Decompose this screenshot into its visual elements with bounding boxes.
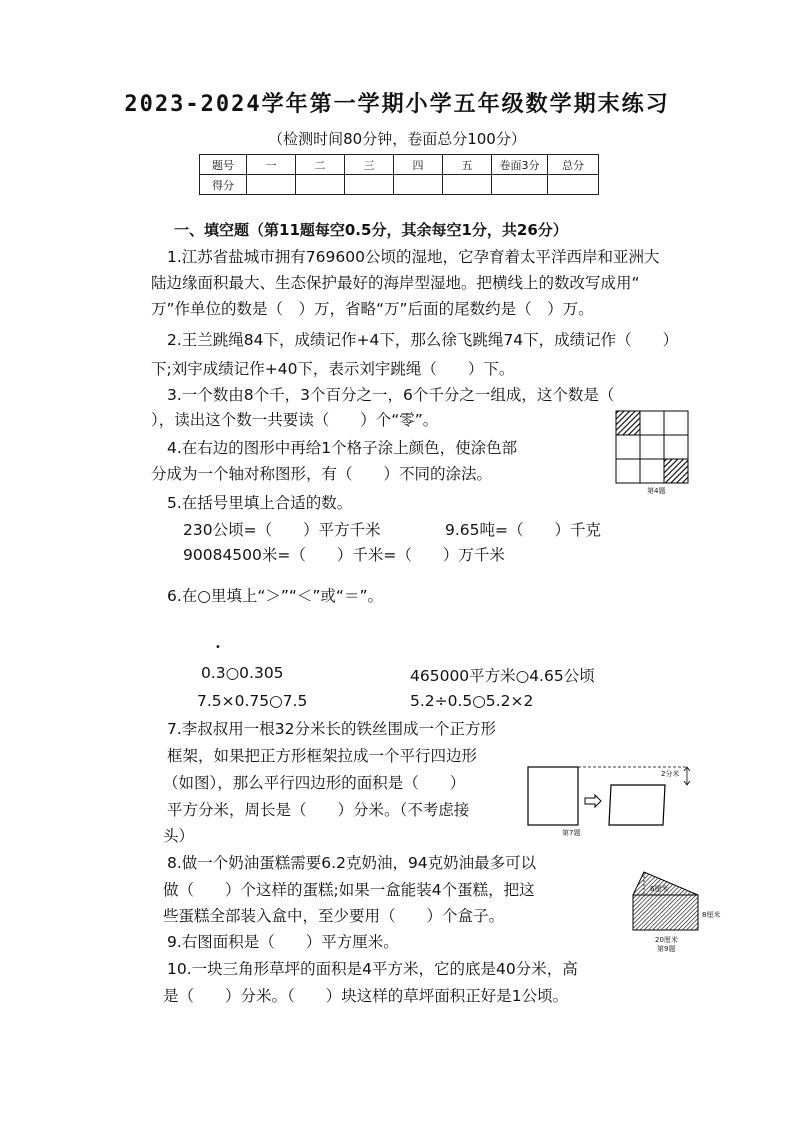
q9-figure-side-label: 8厘米: [702, 911, 721, 919]
q7-line3: （如图），那么平行四边形的面积是（ ）: [163, 774, 466, 792]
score-input-cell[interactable]: [247, 175, 296, 195]
page-title: 2023-2024学年第一学期小学五年级数学期末练习: [124, 92, 670, 117]
q6-repeat-dot: •: [215, 642, 221, 653]
score-cell: 卷面3分: [492, 155, 548, 175]
score-cell: 总分: [548, 155, 599, 175]
q5-c: 90084500米=（ ）千米=（ ）万千米: [183, 546, 505, 564]
q7-line5: 头）: [163, 827, 195, 845]
q5-a: 230公顷=（ ）平方千米: [183, 521, 381, 539]
q8-line3: 些蛋糕全部装入盒中，至少要用（ ）个盒子。: [163, 907, 505, 925]
q3-line2: ），读出这个数一共要读（ ）个“零”。: [151, 411, 439, 429]
section-title: 一、填空题（第11题每空0.5分，其余每空1分，共26分）: [174, 221, 568, 239]
q6-b: 465000平方米○4.65公顷: [410, 667, 595, 685]
q9-line1: 9.右图面积是（ ）平方厘米。: [167, 933, 399, 951]
score-input-cell[interactable]: [492, 175, 548, 195]
q9-figure: [628, 865, 708, 937]
score-input-cell[interactable]: [394, 175, 443, 195]
score-input-cell[interactable]: [296, 175, 345, 195]
q10-line1: 10.一块三角形草坪的面积是4平方米，它的底是40分米，高: [167, 960, 578, 978]
q8-line1: 8.做一个奶油蛋糕需要6.2克奶油，94克奶油最多可以: [167, 854, 537, 872]
q9-figure-top-label: 6厘米: [650, 885, 669, 893]
score-cell: 四: [394, 155, 443, 175]
q7-line2: 框架，如果把正方形框架拉成一个平行四边形: [167, 747, 478, 765]
score-cell: 五: [443, 155, 492, 175]
q6-c: 7.5×0.75○7.5: [197, 692, 308, 710]
score-cell: 得分: [200, 175, 247, 195]
score-cell: 三: [345, 155, 394, 175]
q2-line1: 2.王兰跳绳84下，成绩记作+4下，那么徐飞跳绳74下，成绩记作（ ）: [167, 331, 679, 349]
score-table-header-row: [200, 155, 599, 175]
score-table-score-row: [200, 175, 599, 195]
q5-b: 9.65吨=（ ）千克: [445, 521, 601, 539]
q7-line4: 平方分米，周长是（ ）分米。（不考虑接: [167, 801, 470, 819]
q4-figure-caption: 第4题: [647, 487, 666, 495]
q8-line2: 做（ ）个这样的蛋糕;如果一盒能装4个蛋糕，把这: [163, 881, 535, 899]
score-input-cell[interactable]: [548, 175, 599, 195]
q1-line1: 1.江苏省盐城市拥有769600公顷的湿地，它孕育着太平洋西岸和亚洲大: [167, 248, 660, 266]
q5-line1: 5.在括号里填上合适的数。: [167, 494, 353, 512]
q1-line2: 陆边缘面积最大、生态保护最好的海岸型湿地。把横线上的数改写成用“: [151, 274, 640, 292]
score-cell: 二: [296, 155, 345, 175]
q4-line1: 4.在右边的图形中再给1个格子涂上颜色，使涂色部: [167, 439, 518, 457]
q6-line1: 6.在○里填上“＞”“＜”或“＝”。: [167, 587, 383, 605]
score-cell: 一: [247, 155, 296, 175]
score-input-cell[interactable]: [345, 175, 394, 195]
q7-figure-label: 2分米: [661, 770, 680, 778]
q7-line1: 7.李叔叔用一根32分米长的铁丝围成一个正方形: [167, 720, 497, 738]
q9-figure-caption: 第9题: [657, 945, 676, 953]
q6-d: 5.2÷0.5○5.2×2: [410, 692, 534, 710]
q3-line1: 3.一个数由8个千，3个百分之一，6个千分之一组成，这个数是（: [167, 386, 615, 404]
score-table: [199, 154, 599, 195]
q4-line2: 分成为一个轴对称图形，有（ ）不同的涂法。: [151, 465, 493, 483]
q9-figure-bottom-label: 20厘米: [655, 936, 678, 944]
q10-line2: 是（ ）分米。（ ）块这样的草坪面积正好是1公顷。: [163, 987, 569, 1005]
score-input-cell[interactable]: [443, 175, 492, 195]
q7-figure-caption: 第7题: [562, 829, 581, 837]
q1-line3: 万”作单位的数是（ ）万，省略“万”后面的尾数约是（ ）万。: [151, 300, 594, 318]
q2-line2: 下;刘宇成绩记作+40下，表示刘宇跳绳（ ）下。: [151, 360, 515, 378]
page-subtitle: （检测时间80分钟，卷面总分100分）: [268, 130, 526, 148]
q6-a: 0.3○0.305: [201, 664, 284, 682]
score-cell: 题号: [200, 155, 247, 175]
